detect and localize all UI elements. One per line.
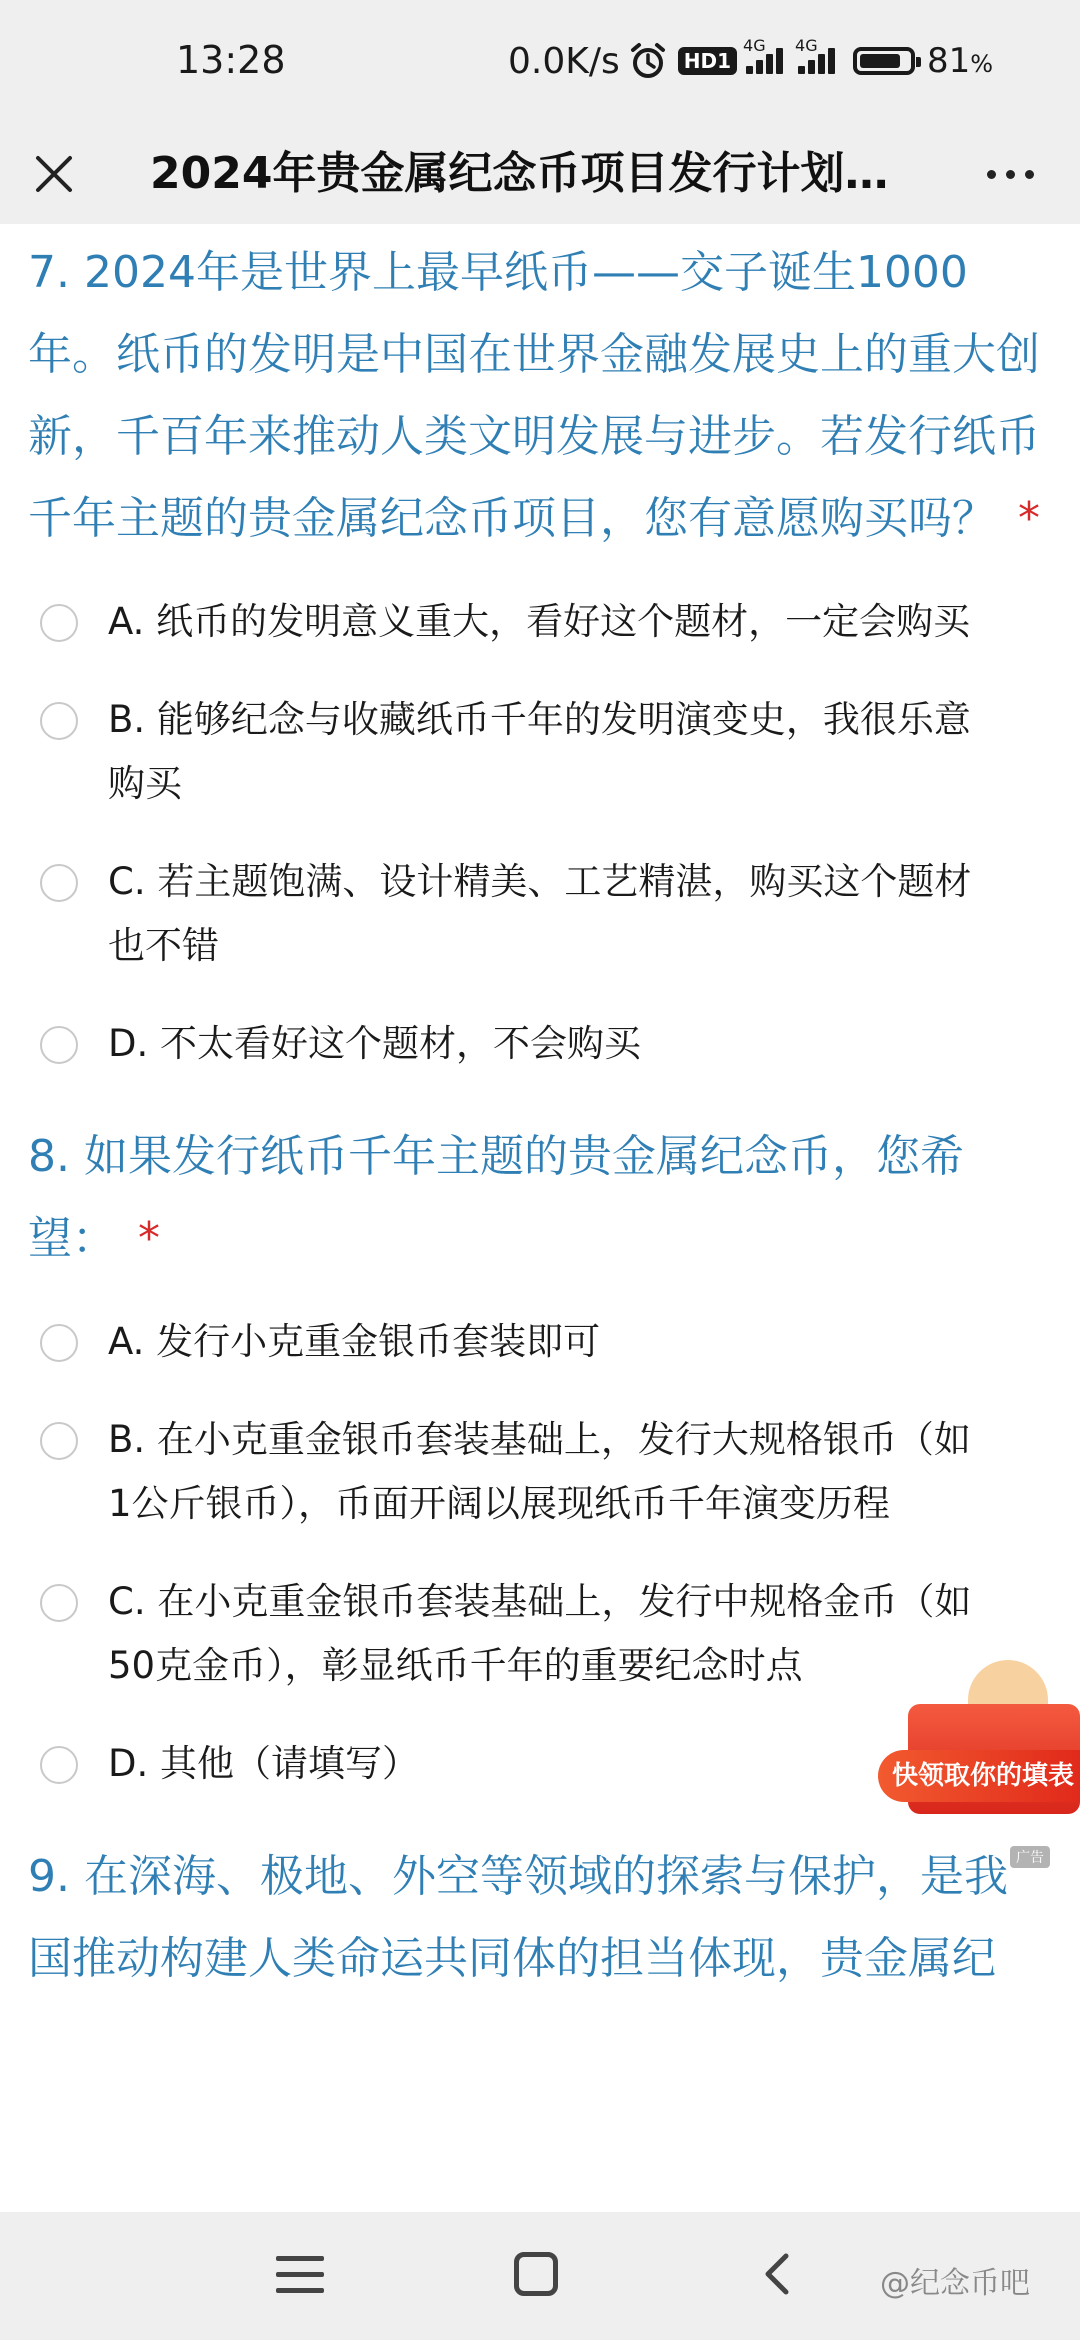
question-7-option-b[interactable]	[108, 688, 988, 816]
option-label: D. 其他（请填写）	[108, 1742, 420, 1785]
radio-button[interactable]	[40, 864, 78, 902]
question-8	[28, 1116, 1048, 1280]
option-label: A. 发行小克重金银币套装即可	[108, 1320, 601, 1363]
radio-button[interactable]	[40, 1324, 78, 1362]
question-8-option-c[interactable]	[108, 1570, 988, 1698]
signal-tag: 4G	[743, 36, 766, 55]
close-icon	[32, 152, 76, 196]
question-7	[28, 232, 1048, 560]
cell-signal-icon	[743, 36, 783, 74]
promo-label: 快领取你的填表	[878, 1750, 1080, 1802]
menu-icon[interactable]	[276, 2256, 324, 2296]
ad-tag: 广告	[1010, 1846, 1050, 1868]
option-label: C. 在小克重金银币套装基础上，发行中规格金币（如50克金币），彰显纸币千年的重要纪念时点	[108, 1580, 972, 1687]
question-7-option-c[interactable]	[108, 850, 988, 978]
status-bar	[0, 0, 1080, 124]
more-icon	[987, 170, 996, 179]
radio-button[interactable]	[40, 1746, 78, 1784]
radio-button[interactable]	[40, 702, 78, 740]
survey-content[interactable]	[0, 224, 1080, 2212]
watermark: @纪念币吧	[880, 2266, 1030, 2301]
question-7-option-a[interactable]	[108, 590, 988, 654]
title-bar	[0, 124, 1080, 224]
alarm-icon	[628, 41, 668, 81]
radio-button[interactable]	[40, 604, 78, 642]
more-button[interactable]	[970, 142, 1050, 206]
battery-percent: 81%	[927, 41, 994, 81]
status-time: 13:28	[176, 38, 286, 82]
back-icon[interactable]	[752, 2248, 804, 2300]
cell-signal-2-icon	[795, 36, 835, 74]
question-7-text: 7. 2024年是世界上最早纸币——交子诞生1000年。纸币的发明是中国在世界金融发展史上的重大创新，千百年来推动人类文明发展与进步。若发行纸币千年主题的贵金属纪念币项目，您有意愿购买吗？	[28, 247, 1040, 544]
option-label: A. 纸币的发明意义重大，看好这个题材，一定会购买	[108, 600, 971, 643]
option-label: C. 若主题饱满、设计精美、工艺精湛，购买这个题材也不错	[108, 860, 972, 967]
radio-button[interactable]	[40, 1422, 78, 1460]
radio-button[interactable]	[40, 1026, 78, 1064]
close-button[interactable]	[22, 142, 86, 206]
question-7-option-d[interactable]	[108, 1012, 988, 1076]
required-mark: *	[1018, 493, 1040, 544]
option-label: B. 能够纪念与收藏纸币千年的发明演变史，我很乐意购买	[108, 698, 971, 805]
hd-badge: HD1	[678, 47, 737, 75]
home-icon[interactable]	[514, 2252, 558, 2296]
question-8-option-a[interactable]	[108, 1310, 988, 1374]
question-9-text: 9. 在深海、极地、外空等领域的探索与保护，是我国推动构建人类命运共同体的担当体现，贵金属纪	[28, 1851, 1008, 1984]
status-indicators	[508, 36, 993, 86]
radio-button[interactable]	[40, 1584, 78, 1622]
system-nav-bar	[0, 2212, 1080, 2340]
floating-promo[interactable]	[878, 1640, 1080, 1870]
option-label: D. 不太看好这个题材，不会购买	[108, 1022, 642, 1065]
page-title: 2024年贵金属纪念币项目发行计划…	[150, 148, 889, 199]
network-speed: 0.0K/s	[508, 40, 620, 82]
question-8-text: 8. 如果发行纸币千年主题的贵金属纪念币，您希望：	[28, 1131, 964, 1264]
question-8-option-b[interactable]	[108, 1408, 988, 1536]
signal-tag-2: 4G	[795, 36, 818, 55]
battery-icon	[853, 47, 915, 75]
question-8-option-d[interactable]	[108, 1732, 988, 1796]
option-label: B. 在小克重金银币套装基础上，发行大规格银币（如1公斤银币），币面开阔以展现纸币千年演变历程	[108, 1418, 971, 1525]
required-mark: *	[138, 1213, 160, 1264]
